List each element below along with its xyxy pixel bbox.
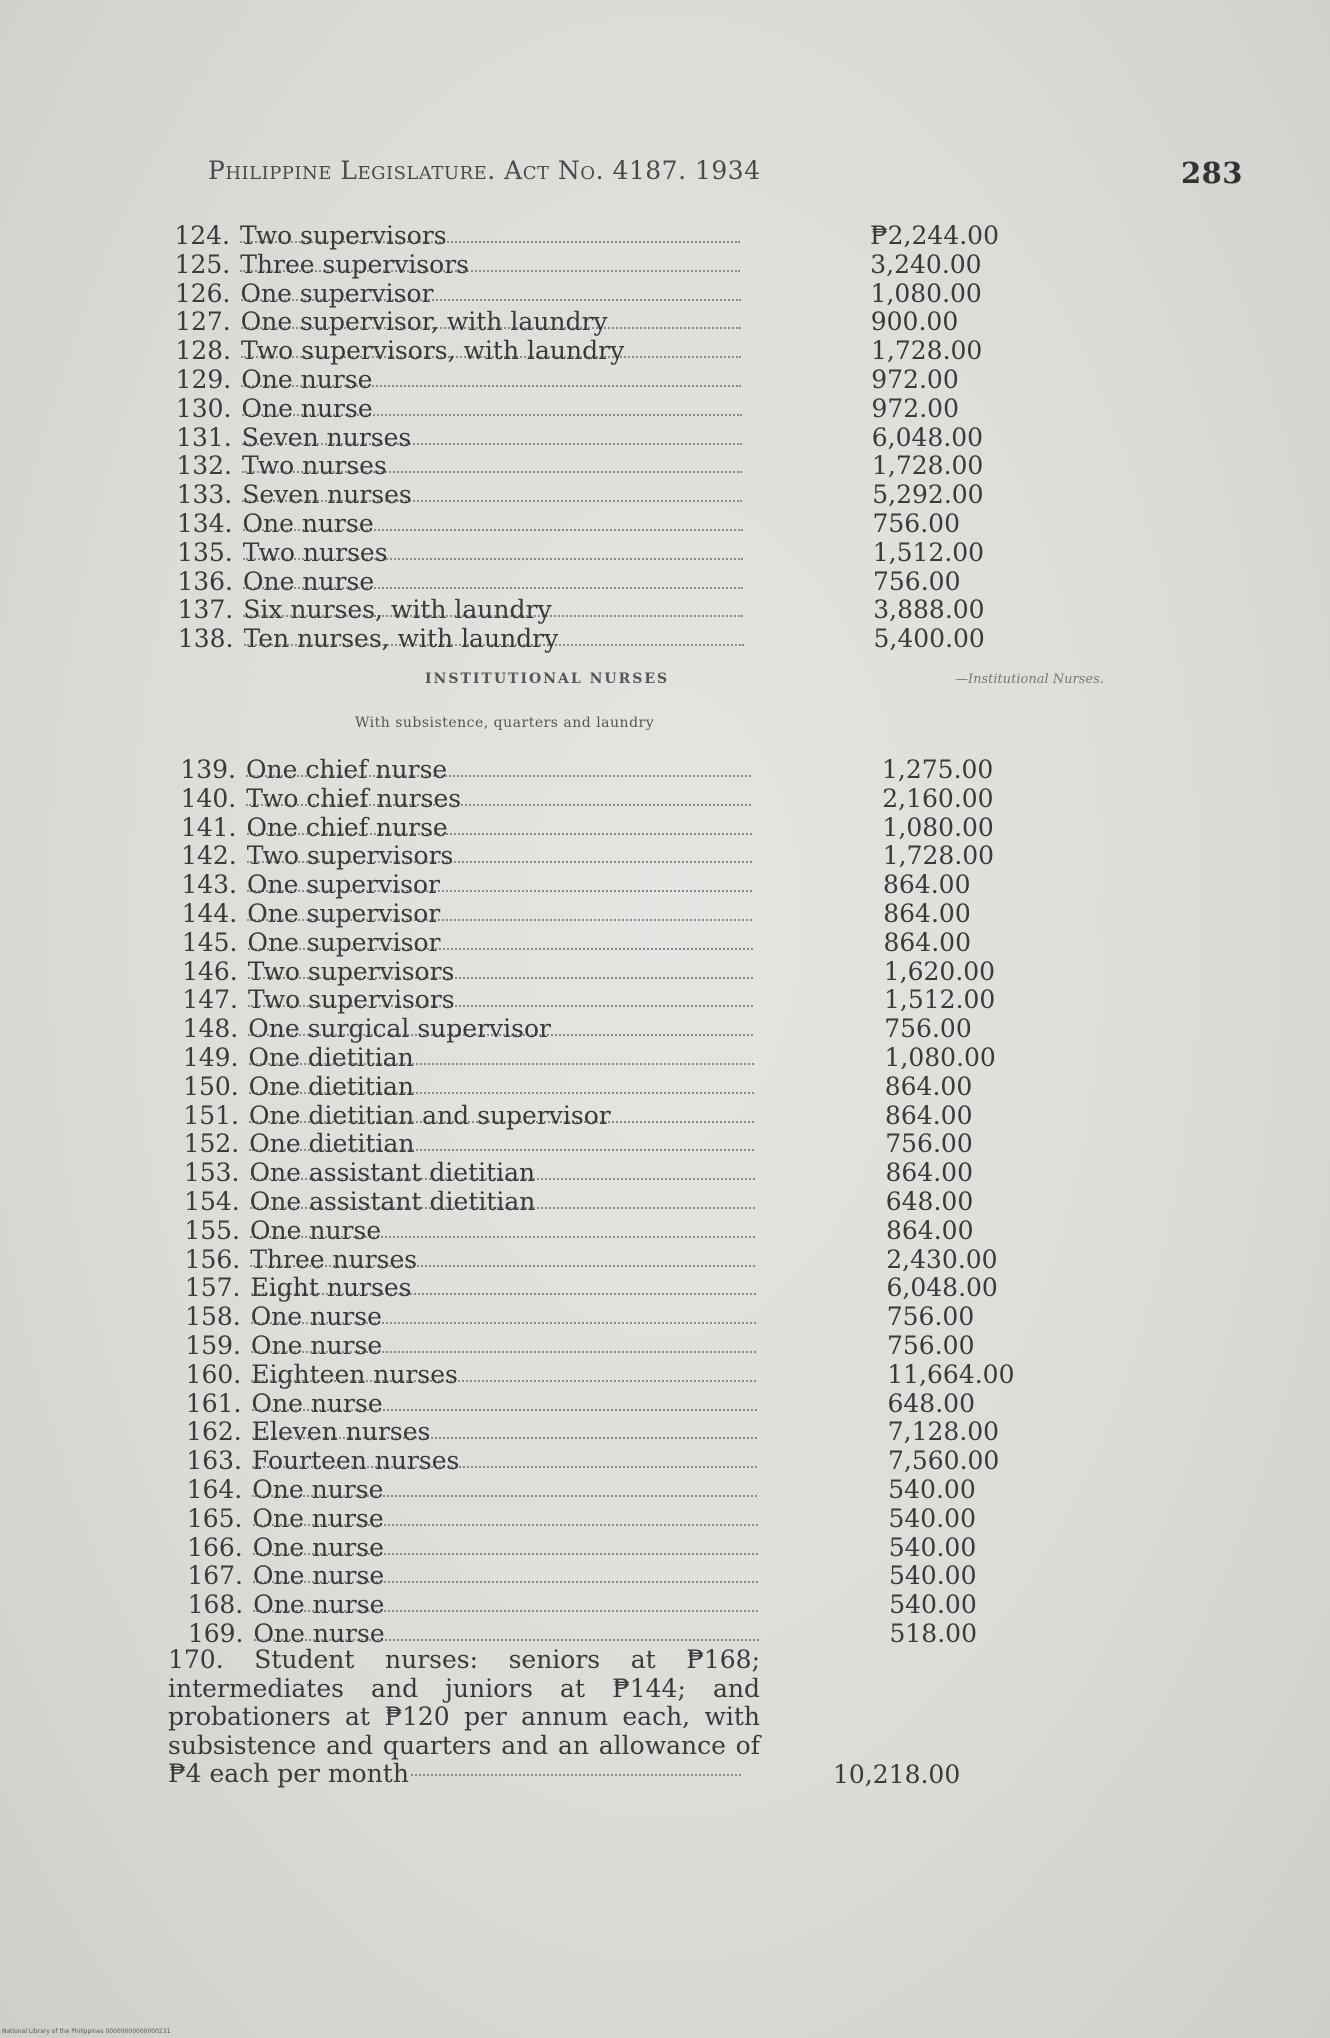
item-amount: 864.00 bbox=[883, 870, 971, 900]
item-description bbox=[247, 899, 752, 928]
item-amount: 540.00 bbox=[888, 1475, 976, 1504]
item-number: 151. bbox=[183, 1100, 239, 1130]
line-item bbox=[171, 307, 959, 337]
item-description bbox=[241, 336, 741, 365]
item-description bbox=[242, 480, 742, 509]
item-number: 161. bbox=[185, 1388, 242, 1418]
line-item bbox=[181, 1331, 975, 1360]
item-description bbox=[251, 1360, 756, 1389]
item-amount: 3,240.00 bbox=[870, 249, 982, 279]
item-description-text: One nurse bbox=[242, 509, 374, 538]
item-description bbox=[252, 1417, 757, 1446]
item-amount: 972.00 bbox=[871, 365, 959, 394]
item-amount: ₱2,244.00 bbox=[870, 221, 999, 250]
student-nurses-amount: 10,218.00 bbox=[833, 1760, 961, 1789]
item-number: 134. bbox=[176, 509, 233, 538]
item-description-text: One supervisor bbox=[247, 927, 441, 957]
item-amount: 5,400.00 bbox=[873, 624, 985, 654]
item-description-text: One assistant dietitian bbox=[249, 1187, 536, 1216]
item-description-text: Two supervisors bbox=[240, 221, 447, 250]
line-item bbox=[178, 956, 996, 986]
line-item bbox=[173, 566, 961, 596]
item-description bbox=[249, 1072, 754, 1101]
line-item bbox=[179, 1129, 973, 1159]
item-number: 166. bbox=[187, 1532, 243, 1562]
scan-footer: National Library of the Philippines 00000000000000231 bbox=[2, 2028, 171, 2035]
item-description bbox=[243, 567, 743, 596]
item-amount: 2,160.00 bbox=[882, 783, 994, 813]
item-description bbox=[241, 279, 741, 308]
item-amount: 6,048.00 bbox=[886, 1273, 998, 1303]
line-item bbox=[181, 1273, 998, 1303]
item-amount: 1,275.00 bbox=[882, 755, 994, 784]
item-description-text: One dietitian and supervisor bbox=[249, 1100, 611, 1130]
line-item bbox=[183, 1561, 977, 1591]
item-number: 167. bbox=[187, 1561, 243, 1591]
item-description bbox=[247, 841, 752, 870]
item-amount: 756.00 bbox=[884, 1014, 972, 1044]
dot-leader bbox=[411, 1774, 741, 1776]
line-item bbox=[183, 1503, 976, 1533]
section-subheading: With subsistence, quarters and laundry bbox=[355, 715, 655, 731]
line-item bbox=[177, 870, 971, 900]
line-item bbox=[180, 1187, 974, 1216]
item-number: 131. bbox=[176, 422, 232, 452]
item-description-text: Two supervisors bbox=[246, 841, 454, 871]
item-description-text: Ten nurses, with laundry bbox=[243, 624, 559, 654]
item-description-text: One nurse bbox=[251, 1388, 383, 1418]
item-description-text: One nurse bbox=[253, 1590, 385, 1620]
line-item bbox=[180, 1215, 974, 1245]
item-description bbox=[251, 1273, 756, 1302]
line-item bbox=[171, 336, 983, 366]
line-item bbox=[184, 1619, 977, 1648]
item-description-text: Two supervisors bbox=[248, 985, 455, 1015]
item-number: 129. bbox=[175, 365, 232, 394]
line-item bbox=[177, 812, 994, 842]
item-amount: 1,080.00 bbox=[882, 812, 994, 842]
item-amount: 756.00 bbox=[873, 566, 961, 596]
item-description bbox=[248, 928, 753, 957]
item-number: 143. bbox=[181, 870, 237, 900]
item-amount: 1,728.00 bbox=[871, 336, 983, 366]
line-item bbox=[182, 1475, 976, 1504]
line-item bbox=[170, 221, 999, 250]
item-amount: 756.00 bbox=[886, 1302, 975, 1332]
item-description bbox=[243, 509, 743, 538]
item-description-text: One nurse bbox=[252, 1532, 384, 1562]
item-description-text: Two supervisors, with laundry bbox=[241, 336, 625, 366]
item-amount: 3,888.00 bbox=[873, 595, 985, 625]
item-amount: 1,728.00 bbox=[872, 451, 984, 481]
item-number: 141. bbox=[180, 812, 237, 842]
item-number: 146. bbox=[182, 956, 238, 986]
line-item bbox=[170, 249, 982, 279]
item-number: 126. bbox=[174, 278, 231, 308]
item-amount: 7,128.00 bbox=[887, 1417, 1000, 1447]
item-amount: 648.00 bbox=[887, 1388, 975, 1418]
item-number: 157. bbox=[184, 1273, 241, 1303]
item-description bbox=[248, 985, 753, 1014]
item-description-text: One nurse bbox=[241, 393, 373, 423]
item-amount: 864.00 bbox=[885, 1100, 973, 1130]
item-description bbox=[240, 221, 740, 250]
line-item bbox=[171, 365, 959, 394]
line-item bbox=[171, 278, 982, 308]
item-description bbox=[252, 1475, 757, 1504]
item-description bbox=[250, 1187, 755, 1216]
line-item bbox=[174, 624, 985, 654]
item-number: 164. bbox=[186, 1475, 243, 1504]
item-amount: 540.00 bbox=[889, 1590, 977, 1620]
line-item bbox=[179, 1071, 973, 1101]
item-number: 139. bbox=[180, 755, 236, 784]
item-amount: 972.00 bbox=[871, 393, 959, 423]
item-description-text: One chief nurse bbox=[246, 755, 448, 784]
item-amount: 864.00 bbox=[884, 1071, 973, 1101]
item-description bbox=[242, 451, 742, 480]
item-description bbox=[241, 307, 741, 336]
item-description-text: Two chief nurses bbox=[246, 783, 462, 813]
item-description-text: Three supervisors bbox=[240, 249, 469, 279]
line-item bbox=[178, 1014, 972, 1044]
item-description-text: One chief nurse bbox=[246, 812, 448, 842]
item-amount: 1,512.00 bbox=[872, 537, 985, 567]
item-amount: 1,728.00 bbox=[882, 841, 995, 871]
line-item bbox=[177, 899, 971, 928]
item-amount: 540.00 bbox=[888, 1503, 976, 1533]
item-description bbox=[251, 1331, 756, 1360]
item-number: 138. bbox=[177, 624, 234, 654]
item-description bbox=[252, 1446, 757, 1475]
item-description-text: One nurse bbox=[250, 1215, 382, 1245]
item-amount: 864.00 bbox=[886, 1215, 974, 1245]
item-number: 140. bbox=[180, 783, 237, 813]
line-item bbox=[183, 1590, 977, 1620]
item-amount: 756.00 bbox=[887, 1331, 975, 1360]
item-amount: 756.00 bbox=[885, 1129, 973, 1159]
item-number: 128. bbox=[175, 336, 231, 366]
item-amount: 6,048.00 bbox=[871, 422, 984, 452]
item-description-text: One nurse bbox=[253, 1619, 385, 1648]
line-item bbox=[173, 595, 985, 625]
item-amount: 864.00 bbox=[883, 927, 971, 957]
item-amount: 7,560.00 bbox=[888, 1446, 1000, 1476]
item-description-text: Two nurses bbox=[242, 537, 388, 567]
item-number: 149. bbox=[182, 1043, 239, 1072]
student-nurses-text: 170. Student nurses: seniors at ₱168; intermediates and juniors at ₱144; and probationers at ₱120 per annum each, with subsistence and quarters and an allowance of ₱4 each per month bbox=[168, 1645, 760, 1788]
line-item bbox=[181, 1359, 1015, 1389]
item-description bbox=[253, 1561, 758, 1590]
line-item bbox=[172, 480, 984, 510]
item-description-text: One assistant dietitian bbox=[249, 1158, 536, 1188]
item-number: 124. bbox=[174, 221, 230, 250]
item-number: 156. bbox=[184, 1244, 241, 1274]
item-amount: 1,512.00 bbox=[884, 985, 996, 1015]
student-nurses-paragraph bbox=[168, 1646, 760, 1789]
item-description bbox=[243, 538, 743, 567]
item-description bbox=[249, 1129, 754, 1158]
item-amount: 900.00 bbox=[870, 307, 959, 337]
item-amount: 1,080.00 bbox=[884, 1043, 996, 1072]
item-description-text: One supervisor bbox=[247, 899, 441, 928]
line-item bbox=[179, 1100, 973, 1130]
item-description bbox=[240, 250, 740, 279]
item-description bbox=[253, 1590, 758, 1619]
item-amount: 540.00 bbox=[888, 1532, 977, 1562]
line-item bbox=[173, 509, 960, 538]
line-item bbox=[182, 1446, 1000, 1476]
item-description-text: One nurse bbox=[252, 1503, 384, 1533]
item-description-text: One nurse bbox=[241, 365, 373, 394]
item-number: 144. bbox=[181, 899, 238, 928]
item-number: 158. bbox=[185, 1302, 241, 1332]
item-description-text: One supervisor, with laundry bbox=[240, 307, 608, 337]
item-number: 133. bbox=[176, 480, 233, 510]
item-number: 168. bbox=[187, 1590, 244, 1620]
item-amount: 864.00 bbox=[883, 899, 971, 928]
line-item bbox=[179, 1043, 996, 1072]
item-description-text: One nurse bbox=[243, 566, 375, 596]
item-description-text: One nurse bbox=[250, 1302, 382, 1332]
item-number: 160. bbox=[185, 1359, 242, 1389]
item-description-text: Eleven nurses bbox=[251, 1417, 431, 1447]
item-description bbox=[250, 1245, 755, 1274]
item-description-text: Eight nurses bbox=[250, 1273, 412, 1303]
item-number: 169. bbox=[187, 1619, 244, 1648]
item-description-text: One supervisor bbox=[247, 870, 440, 900]
item-description bbox=[242, 394, 742, 423]
item-number: 145. bbox=[181, 927, 238, 957]
item-description-text: Seven nurses bbox=[242, 480, 412, 510]
item-number: 148. bbox=[182, 1014, 239, 1044]
item-description bbox=[251, 1302, 756, 1331]
item-amount: 1,080.00 bbox=[870, 278, 982, 308]
item-amount: 5,292.00 bbox=[872, 480, 984, 510]
line-item bbox=[172, 393, 959, 423]
item-number: 162. bbox=[186, 1417, 242, 1447]
item-number: 132. bbox=[176, 451, 232, 481]
item-description bbox=[242, 423, 742, 452]
item-description-text: One dietitian bbox=[248, 1043, 414, 1072]
item-description bbox=[248, 957, 753, 986]
line-item bbox=[180, 1244, 998, 1274]
item-number: 163. bbox=[186, 1446, 242, 1476]
line-item bbox=[176, 783, 994, 813]
item-number: 165. bbox=[186, 1503, 243, 1533]
item-number: 159. bbox=[185, 1331, 241, 1360]
item-amount: 648.00 bbox=[885, 1187, 974, 1216]
item-amount: 1,620.00 bbox=[883, 956, 996, 986]
page-number: 283 bbox=[1180, 156, 1243, 190]
item-amount: 11,664.00 bbox=[887, 1359, 1015, 1389]
item-description bbox=[249, 1101, 754, 1130]
line-item bbox=[172, 422, 984, 452]
item-description bbox=[247, 813, 752, 842]
item-description-text: One surgical supervisor bbox=[248, 1014, 551, 1044]
item-amount: 756.00 bbox=[872, 509, 960, 538]
item-amount: 540.00 bbox=[889, 1561, 977, 1591]
item-description-text: Two nurses bbox=[242, 451, 387, 481]
item-number: 153. bbox=[183, 1158, 240, 1188]
item-number: 127. bbox=[175, 307, 231, 337]
item-description bbox=[244, 624, 744, 653]
item-number: 154. bbox=[184, 1187, 240, 1216]
margin-note: —Institutional Nurses. bbox=[955, 672, 1104, 687]
line-item bbox=[182, 1388, 975, 1418]
item-description-text: One nurse bbox=[253, 1561, 385, 1591]
item-description bbox=[243, 595, 743, 624]
item-number: 137. bbox=[177, 595, 234, 625]
line-item bbox=[181, 1302, 975, 1332]
item-description bbox=[241, 365, 741, 394]
item-description-text: Seven nurses bbox=[241, 422, 412, 452]
item-description bbox=[246, 784, 751, 813]
item-description-text: One dietitian bbox=[249, 1129, 415, 1159]
item-number: 136. bbox=[177, 566, 233, 596]
section-heading: INSTITUTIONAL NURSES bbox=[425, 671, 670, 687]
item-description-text: One supervisor bbox=[240, 278, 434, 308]
item-description-text: Three nurses bbox=[250, 1244, 418, 1274]
item-description-text: Six nurses, with laundry bbox=[243, 595, 552, 625]
item-number: 130. bbox=[175, 393, 232, 423]
item-description bbox=[253, 1504, 758, 1533]
item-number: 155. bbox=[184, 1215, 240, 1245]
item-description bbox=[254, 1619, 759, 1648]
item-number: 152. bbox=[183, 1129, 240, 1159]
item-number: 135. bbox=[177, 537, 233, 567]
item-description-text: Two supervisors bbox=[247, 956, 455, 986]
item-number: 150. bbox=[183, 1071, 239, 1101]
item-description bbox=[250, 1158, 755, 1187]
item-amount: 518.00 bbox=[889, 1619, 977, 1648]
item-description-text: Eighteen nurses bbox=[251, 1359, 458, 1389]
item-number: 142. bbox=[181, 841, 237, 871]
item-description bbox=[246, 755, 751, 784]
line-item bbox=[183, 1532, 977, 1562]
running-title: Philippine Legislature. Act No. 4187. 1934 bbox=[208, 156, 761, 185]
item-description bbox=[249, 1043, 754, 1072]
line-item bbox=[178, 927, 971, 957]
item-amount: 864.00 bbox=[885, 1158, 973, 1188]
item-description-text: One dietitian bbox=[248, 1071, 414, 1101]
item-description-text: One nurse bbox=[252, 1475, 384, 1504]
item-description bbox=[250, 1216, 755, 1245]
item-description bbox=[253, 1533, 758, 1562]
item-description bbox=[247, 870, 752, 899]
item-number: 147. bbox=[182, 985, 238, 1015]
line-item bbox=[180, 1158, 973, 1188]
item-description-text: Fourteen nurses bbox=[252, 1446, 460, 1476]
item-description bbox=[252, 1389, 757, 1418]
item-number: 125. bbox=[174, 249, 231, 279]
line-item bbox=[182, 1417, 1000, 1447]
line-item bbox=[177, 841, 995, 871]
item-description-text: One nurse bbox=[251, 1331, 383, 1360]
item-amount: 2,430.00 bbox=[886, 1244, 998, 1274]
item-description bbox=[248, 1014, 753, 1043]
line-item bbox=[172, 451, 984, 481]
page-header bbox=[208, 156, 1243, 196]
line-item bbox=[176, 755, 994, 784]
line-item bbox=[178, 985, 996, 1015]
line-item bbox=[173, 537, 985, 567]
